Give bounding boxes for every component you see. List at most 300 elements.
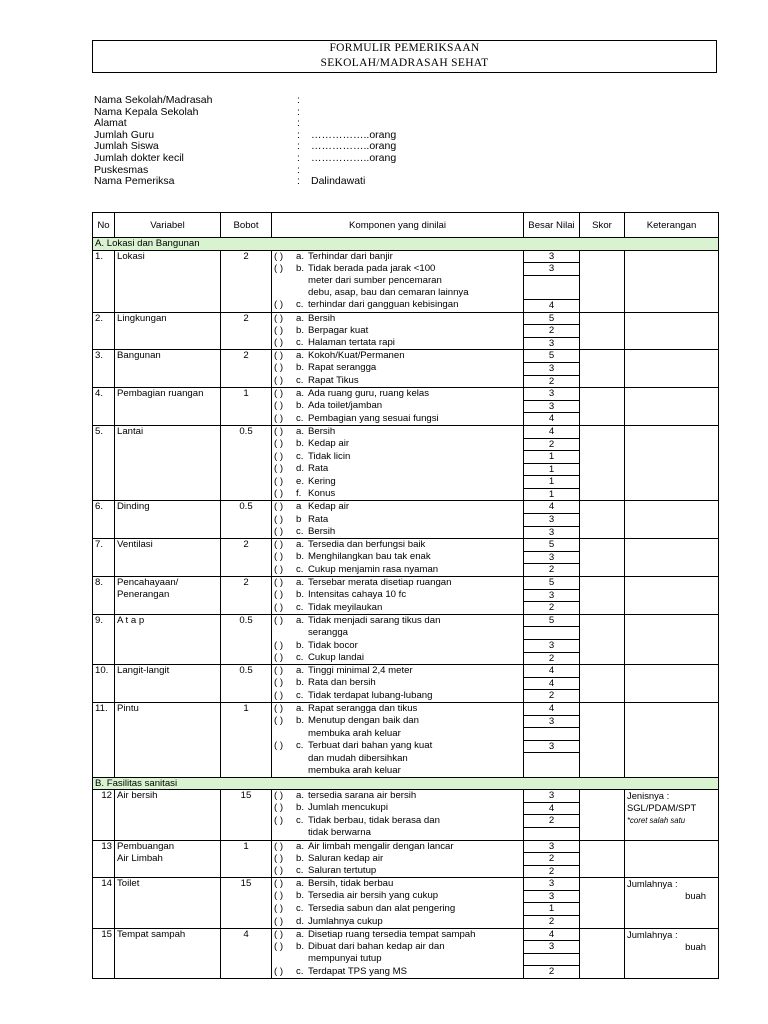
row-bobot: 2: [221, 577, 272, 590]
row-komponen: [272, 953, 524, 966]
row-komponen: [272, 425, 524, 438]
item-text: Bersih: [308, 526, 336, 538]
row-skor[interactable]: [580, 564, 625, 577]
row-nilai: [524, 627, 580, 640]
check-box[interactable]: ( ): [274, 463, 284, 475]
row-keterangan: buah: [625, 941, 719, 954]
check-box[interactable]: ( ): [274, 337, 284, 349]
row-skor[interactable]: [580, 263, 625, 276]
row-skor[interactable]: [580, 916, 625, 929]
row-skor[interactable]: [580, 375, 625, 388]
row-keterangan: [625, 728, 719, 741]
row-variabel: A t a p: [115, 614, 221, 627]
row-nilai: 2: [524, 325, 580, 338]
row-bobot: [221, 451, 272, 464]
info-colon: :: [297, 151, 300, 164]
item-text: Tidak licin: [308, 450, 351, 462]
check-box[interactable]: ( ): [274, 639, 284, 651]
row-skor[interactable]: [580, 577, 625, 590]
check-box[interactable]: ( ): [274, 840, 284, 852]
item-text: Menutup dengan baik dan: [308, 715, 419, 727]
row-skor[interactable]: [580, 337, 625, 350]
table-row: [93, 966, 719, 979]
check-box[interactable]: ( ): [274, 539, 284, 551]
item-letter: d.: [296, 463, 305, 475]
row-no: [93, 865, 115, 878]
check-box[interactable]: ( ): [274, 715, 284, 727]
row-keterangan: [625, 400, 719, 413]
item-letter: c.: [296, 902, 304, 914]
row-komponen: [272, 941, 524, 954]
info-value[interactable]: ……………..orang: [311, 140, 397, 153]
row-nilai: 2: [524, 438, 580, 451]
row-no: 2.: [93, 312, 115, 325]
row-no: [93, 400, 115, 413]
check-box[interactable]: ( ): [274, 501, 284, 513]
form-title: [92, 40, 717, 73]
row-bobot: [221, 853, 272, 866]
row-no: [93, 827, 115, 840]
row-nilai: 3: [524, 589, 580, 602]
row-variabel: [115, 551, 221, 564]
row-skor[interactable]: [580, 438, 625, 451]
row-nilai: 5: [524, 614, 580, 627]
check-box[interactable]: ( ): [274, 438, 284, 449]
check-box[interactable]: ( ): [274, 526, 284, 538]
row-bobot: [221, 802, 272, 815]
item-letter: c.: [296, 865, 304, 877]
row-skor[interactable]: [580, 690, 625, 703]
row-variabel: [115, 740, 221, 753]
item-letter: a.: [296, 388, 305, 400]
check-box[interactable]: ( ): [274, 802, 284, 814]
check-box[interactable]: ( ): [274, 513, 284, 525]
row-no: [93, 564, 115, 577]
row-bobot: [221, 400, 272, 413]
row-bobot: [221, 325, 272, 338]
item-text: Air limbah mengalir dengan lancar: [308, 840, 454, 852]
row-skor[interactable]: [580, 941, 625, 954]
table-row: [93, 840, 719, 853]
item-letter: c.: [296, 526, 304, 538]
row-bobot: [221, 514, 272, 527]
header-no: No: [93, 213, 115, 238]
check-box[interactable]: ( ): [274, 488, 284, 500]
row-skor[interactable]: [580, 652, 625, 665]
check-box[interactable]: ( ): [274, 852, 284, 864]
row-variabel: [115, 463, 221, 476]
row-keterangan: [625, 953, 719, 966]
row-skor[interactable]: [580, 400, 625, 413]
info-colon: :: [297, 175, 300, 188]
row-skor[interactable]: [580, 526, 625, 539]
check-box[interactable]: ( ): [274, 362, 284, 374]
row-skor[interactable]: [580, 853, 625, 866]
row-no: [93, 640, 115, 653]
check-box[interactable]: ( ): [274, 890, 284, 902]
row-skor[interactable]: [580, 740, 625, 753]
row-skor[interactable]: [580, 953, 625, 966]
item-letter: b.: [296, 940, 305, 952]
table-row: [93, 362, 719, 375]
row-skor[interactable]: [580, 451, 625, 464]
table-row: [93, 577, 719, 590]
table-row: [93, 539, 719, 552]
row-variabel: [115, 765, 221, 777]
row-keterangan: [625, 665, 719, 678]
check-box[interactable]: ( ): [274, 577, 284, 589]
item-letter: a.: [296, 312, 305, 324]
item-letter: b.: [296, 400, 305, 412]
row-keterangan: [625, 715, 719, 728]
row-bobot: 2: [221, 350, 272, 363]
row-skor[interactable]: [580, 890, 625, 903]
row-bobot: [221, 690, 272, 703]
table-row: [93, 702, 719, 715]
table-header: [93, 213, 719, 238]
row-keterangan: [625, 966, 719, 979]
row-komponen: [272, 362, 524, 375]
row-skor[interactable]: [580, 903, 625, 916]
row-variabel: Lingkungan: [115, 312, 221, 325]
item-letter: b.: [296, 890, 305, 902]
row-skor[interactable]: [580, 815, 625, 828]
row-skor[interactable]: [580, 275, 625, 287]
row-bobot: 0.5: [221, 665, 272, 678]
row-bobot: [221, 890, 272, 903]
row-nilai: 3: [524, 890, 580, 903]
row-no: [93, 903, 115, 916]
row-keterangan: [625, 250, 719, 263]
row-nilai: 2: [524, 652, 580, 665]
row-keterangan: [625, 488, 719, 501]
row-nilai: 1: [524, 463, 580, 476]
item-letter: a.: [296, 840, 305, 852]
check-box[interactable]: ( ): [274, 589, 284, 601]
item-text: Jumlah mencukupi: [308, 802, 388, 814]
item-letter: b.: [296, 677, 305, 689]
row-komponen: [272, 438, 524, 451]
title-line-1: FORMULIR PEMERIKSAAN: [329, 42, 480, 54]
check-box[interactable]: ( ): [274, 563, 284, 575]
check-box[interactable]: ( ): [274, 262, 284, 274]
row-skor[interactable]: [580, 640, 625, 653]
row-keterangan: [625, 526, 719, 539]
check-box[interactable]: ( ): [274, 312, 284, 324]
row-skor[interactable]: [580, 802, 625, 815]
check-box[interactable]: ( ): [274, 450, 284, 462]
row-no: [93, 413, 115, 426]
row-variabel: [115, 263, 221, 276]
row-skor[interactable]: [580, 966, 625, 979]
row-variabel: Lantai: [115, 425, 221, 438]
row-nilai: 2: [524, 916, 580, 929]
row-skor[interactable]: [580, 865, 625, 878]
row-variabel: Pembuangan: [115, 840, 221, 853]
item-letter: a.: [296, 928, 305, 940]
row-skor[interactable]: [580, 765, 625, 777]
row-no: [93, 853, 115, 866]
row-keterangan: [625, 640, 719, 653]
row-variabel: [115, 602, 221, 615]
item-letter: a.: [296, 577, 305, 589]
check-box[interactable]: ( ): [274, 928, 284, 940]
row-no: [93, 953, 115, 966]
row-skor[interactable]: [580, 501, 625, 514]
item-text: dan mudah dibersihkan: [308, 752, 408, 764]
row-variabel: [115, 728, 221, 741]
row-no: 3.: [93, 350, 115, 363]
row-skor[interactable]: [580, 413, 625, 426]
row-bobot: 1: [221, 388, 272, 401]
row-keterangan: *coret salah satu: [625, 815, 719, 828]
check-box[interactable]: ( ): [274, 614, 284, 626]
row-nilai: 2: [524, 966, 580, 979]
info-value[interactable]: Dalindawati: [311, 175, 366, 188]
table-row: [93, 740, 719, 753]
info-value[interactable]: ……………..orang: [311, 151, 397, 164]
row-keterangan: [625, 514, 719, 527]
check-box[interactable]: ( ): [274, 677, 284, 689]
header-bobot: Bobot: [221, 213, 272, 238]
row-skor[interactable]: [580, 728, 625, 741]
row-bobot: [221, 753, 272, 765]
item-text: Rata dan bersih: [308, 677, 376, 689]
row-no: [93, 740, 115, 753]
row-variabel: [115, 802, 221, 815]
row-keterangan: Jumlahnya :: [625, 928, 719, 941]
check-box[interactable]: ( ): [274, 702, 284, 714]
item-text: Jumlahnya cukup: [308, 915, 383, 927]
check-box[interactable]: ( ): [274, 940, 284, 952]
info-label: Nama Kepala Sekolah: [94, 105, 199, 118]
row-skor[interactable]: [580, 350, 625, 363]
section-row: [93, 777, 719, 790]
row-bobot: [221, 903, 272, 916]
check-box[interactable]: ( ): [274, 878, 284, 890]
section-row: [93, 238, 719, 251]
table-row: [93, 665, 719, 678]
row-komponen: [272, 728, 524, 741]
info-label: Nama Sekolah/Madrasah: [94, 94, 213, 106]
row-bobot: 0.5: [221, 425, 272, 438]
row-skor[interactable]: [580, 425, 625, 438]
info-value[interactable]: ……………..orang: [311, 128, 397, 141]
row-komponen: [272, 526, 524, 539]
row-nilai: 3: [524, 878, 580, 891]
check-box[interactable]: ( ): [274, 475, 284, 487]
item-letter: e.: [296, 475, 305, 487]
item-letter: c.: [296, 563, 304, 575]
row-bobot: [221, 765, 272, 777]
check-box[interactable]: ( ): [274, 324, 284, 336]
row-nilai: 2: [524, 564, 580, 577]
row-skor[interactable]: [580, 488, 625, 501]
row-skor[interactable]: [580, 312, 625, 325]
row-nilai: 3: [524, 337, 580, 350]
row-nilai: 4: [524, 413, 580, 426]
table-row: [93, 438, 719, 451]
row-no: [93, 438, 115, 451]
table-row: [93, 640, 719, 653]
row-skor[interactable]: [580, 614, 625, 627]
row-variabel: [115, 275, 221, 287]
check-box[interactable]: ( ): [274, 250, 284, 262]
row-variabel: [115, 966, 221, 979]
item-text: tidak berwarna: [308, 827, 371, 839]
row-variabel: [115, 488, 221, 501]
item-letter: b: [296, 513, 302, 525]
check-box[interactable]: ( ): [274, 652, 284, 664]
row-skor[interactable]: [580, 514, 625, 527]
row-no: 15: [93, 928, 115, 941]
row-skor[interactable]: [580, 753, 625, 765]
row-no: [93, 451, 115, 464]
row-keterangan: [625, 753, 719, 765]
check-box[interactable]: ( ): [274, 915, 284, 927]
row-skor[interactable]: [580, 602, 625, 615]
item-text: Tersebar merata disetiap ruangan: [308, 577, 452, 589]
row-skor[interactable]: [580, 665, 625, 678]
row-komponen: [272, 966, 524, 979]
item-text: Cukup landai: [308, 652, 365, 664]
row-skor[interactable]: [580, 840, 625, 853]
row-bobot: [221, 640, 272, 653]
row-bobot: [221, 953, 272, 966]
check-box[interactable]: ( ): [274, 375, 284, 387]
row-no: 13: [93, 840, 115, 853]
item-text: meter dari sumber pencemaran: [308, 275, 442, 287]
row-variabel: Ventilasi: [115, 539, 221, 552]
row-skor[interactable]: [580, 299, 625, 312]
check-box[interactable]: ( ): [274, 790, 284, 802]
row-komponen: [272, 375, 524, 388]
row-nilai: [524, 765, 580, 777]
item-text: Terdapat TPS yang MS: [308, 965, 408, 977]
row-skor[interactable]: [580, 362, 625, 375]
row-keterangan: [625, 476, 719, 489]
row-keterangan: [625, 463, 719, 476]
row-komponen: [272, 400, 524, 413]
row-keterangan: [625, 840, 719, 853]
row-variabel: [115, 526, 221, 539]
row-variabel: Penerangan: [115, 589, 221, 602]
row-nilai: 1: [524, 476, 580, 489]
item-letter: a.: [296, 250, 305, 262]
table-row: [93, 325, 719, 338]
row-no: 9.: [93, 614, 115, 627]
row-skor[interactable]: [580, 539, 625, 552]
row-komponen: [272, 627, 524, 640]
item-letter: b.: [296, 715, 305, 727]
row-skor[interactable]: [580, 878, 625, 891]
row-skor[interactable]: [580, 827, 625, 840]
row-variabel: Pintu: [115, 702, 221, 715]
row-keterangan: [625, 325, 719, 338]
header-keterangan: Keterangan: [625, 213, 719, 238]
item-text: Tidak meyilaukan: [308, 601, 383, 613]
check-box[interactable]: ( ): [274, 601, 284, 613]
check-box[interactable]: ( ): [274, 400, 284, 412]
check-box[interactable]: ( ): [274, 425, 284, 437]
row-komponen: [272, 652, 524, 665]
check-box[interactable]: ( ): [274, 865, 284, 877]
check-box[interactable]: ( ): [274, 299, 284, 311]
row-keterangan: [625, 577, 719, 590]
row-skor[interactable]: [580, 287, 625, 299]
check-box[interactable]: ( ): [274, 902, 284, 914]
row-nilai: 3: [524, 640, 580, 653]
item-text: Rapat serangga: [308, 362, 377, 374]
row-bobot: [221, 488, 272, 501]
row-skor[interactable]: [580, 715, 625, 728]
table-row: [93, 287, 719, 299]
row-nilai: 3: [524, 551, 580, 564]
table-row: [93, 728, 719, 741]
row-no: [93, 765, 115, 777]
row-skor[interactable]: [580, 325, 625, 338]
table-row: [93, 350, 719, 363]
item-text: Pembagian yang sesuai fungsi: [308, 412, 439, 424]
row-skor[interactable]: [580, 250, 625, 263]
row-skor[interactable]: [580, 589, 625, 602]
row-nilai: [524, 275, 580, 287]
item-text: Berpagar kuat: [308, 324, 369, 336]
row-komponen: [272, 488, 524, 501]
row-skor[interactable]: [580, 551, 625, 564]
row-bobot: [221, 589, 272, 602]
row-no: 5.: [93, 425, 115, 438]
row-skor[interactable]: [580, 702, 625, 715]
check-box[interactable]: ( ): [274, 350, 284, 362]
check-box[interactable]: ( ): [274, 412, 284, 424]
check-box[interactable]: ( ): [274, 689, 284, 701]
table-row: [93, 627, 719, 640]
check-box[interactable]: ( ): [274, 965, 284, 977]
row-skor[interactable]: [580, 790, 625, 803]
row-no: [93, 476, 115, 489]
table-row: [93, 802, 719, 815]
row-variabel: [115, 640, 221, 653]
row-komponen: [272, 275, 524, 287]
row-variabel: [115, 476, 221, 489]
row-variabel: [115, 753, 221, 765]
check-box[interactable]: ( ): [274, 665, 284, 677]
check-box[interactable]: ( ): [274, 388, 284, 400]
check-box[interactable]: ( ): [274, 814, 284, 826]
row-no: [93, 627, 115, 640]
item-text: Ada toilet/jamban: [308, 400, 383, 412]
row-bobot: [221, 827, 272, 840]
table-row: [93, 853, 719, 866]
row-skor[interactable]: [580, 388, 625, 401]
item-text: Tersedia dan berfungsi baik: [308, 539, 426, 551]
row-skor[interactable]: [580, 677, 625, 690]
row-skor[interactable]: [580, 928, 625, 941]
row-skor[interactable]: [580, 476, 625, 489]
check-box[interactable]: ( ): [274, 551, 284, 563]
check-box[interactable]: ( ): [274, 740, 284, 752]
item-text: Rata: [308, 513, 329, 525]
row-skor[interactable]: [580, 463, 625, 476]
row-no: [93, 375, 115, 388]
item-text: tersedia sarana air bersih: [308, 790, 417, 802]
row-bobot: [221, 438, 272, 451]
row-skor[interactable]: [580, 627, 625, 640]
item-letter: c.: [296, 601, 304, 613]
table-row: [93, 916, 719, 929]
table-row: [93, 388, 719, 401]
